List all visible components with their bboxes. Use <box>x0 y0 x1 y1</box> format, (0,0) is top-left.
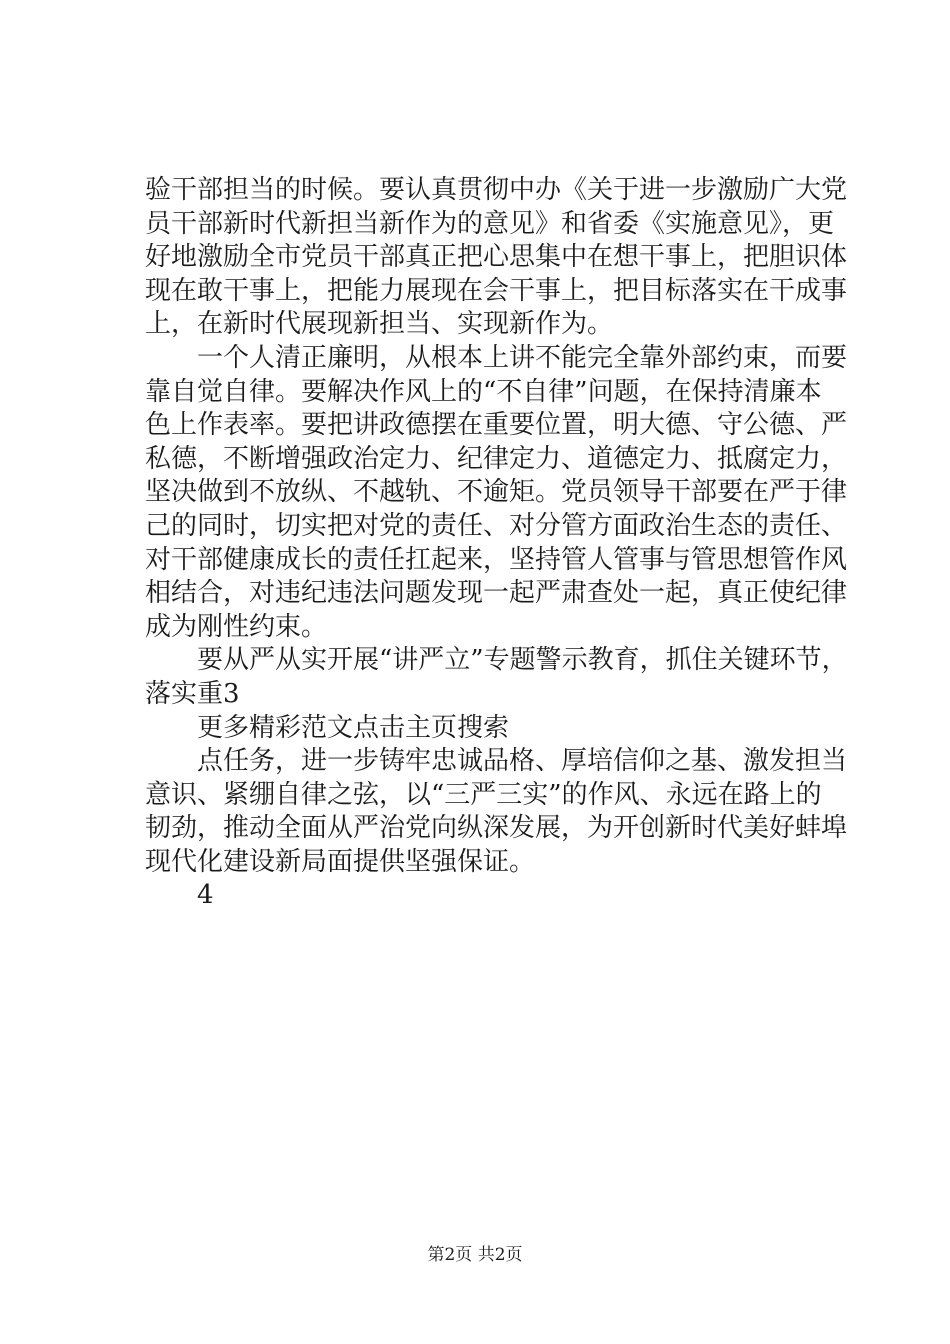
text-line: 相结合，对违纪违法问题发现一起严肃查处一起，真正使纪律 <box>145 578 848 609</box>
text-line: 员干部新时代新担当新作为的意见》和省委《实施意见》，更 <box>145 208 835 239</box>
body-text <box>145 174 848 913</box>
text-line: 靠自觉自律。要解决作风上的“不自律”问题，在保持清廉本 <box>145 376 822 407</box>
text-line: 对干部健康成长的责任扛起来，坚持管人管事与管思想管作风 <box>145 544 848 575</box>
text-line: 现代化建设新局面提供坚强保证。 <box>145 846 536 877</box>
text-line: 己的同时，切实把对党的责任、对分管方面政治生态的责任、 <box>145 510 848 541</box>
text-line: 上，在新时代展现新担当、实现新作为。 <box>145 309 614 340</box>
text-line: 私德，不断增强政治定力、纪律定力、道德定力、抵腐定力， <box>145 443 848 474</box>
text-line: 色上作表率。要把讲政德摆在重要位置，明大德、守公德、严 <box>145 410 848 441</box>
text-line: 落实重3 <box>145 678 240 709</box>
text-line: 韧劲，推动全面从严治党向纵深发展，为开创新时代美好蚌埠 <box>145 813 848 844</box>
text-line: 点任务，进一步铸牢忠诚品格、厚培信仰之基、激发担当 <box>197 746 848 777</box>
text-line: 验干部担当的时候。要认真贯彻中办《关于进一步激励广大党 <box>145 175 848 205</box>
text-line: 成为刚性约束。 <box>145 611 328 642</box>
text-line: 要从严从实开展“讲严立”专题警示教育，抓住关键环节， <box>197 645 848 676</box>
text-line: 现在敢干事上，把能力展现在会干事上，把目标落实在干成事 <box>145 275 848 306</box>
text-line: 更多精彩范文点击主页搜索 <box>197 712 510 743</box>
text-line: 坚决做到不放纵、不越轨、不逾矩。党员领导干部要在严于律 <box>145 477 848 508</box>
text-line: 好地激励全市党员干部真正把心思集中在想干事上，把胆识体 <box>145 242 848 273</box>
page-footer: 第2页 共2页 <box>427 1245 523 1265</box>
text-line: 4 <box>197 880 214 911</box>
text-line: 意识、紧绷自律之弦，以“三严三实”的作风、永远在路上的 <box>145 779 822 810</box>
text-line: 一个人清正廉明，从根本上讲不能完全靠外部约束，而要 <box>197 342 848 373</box>
